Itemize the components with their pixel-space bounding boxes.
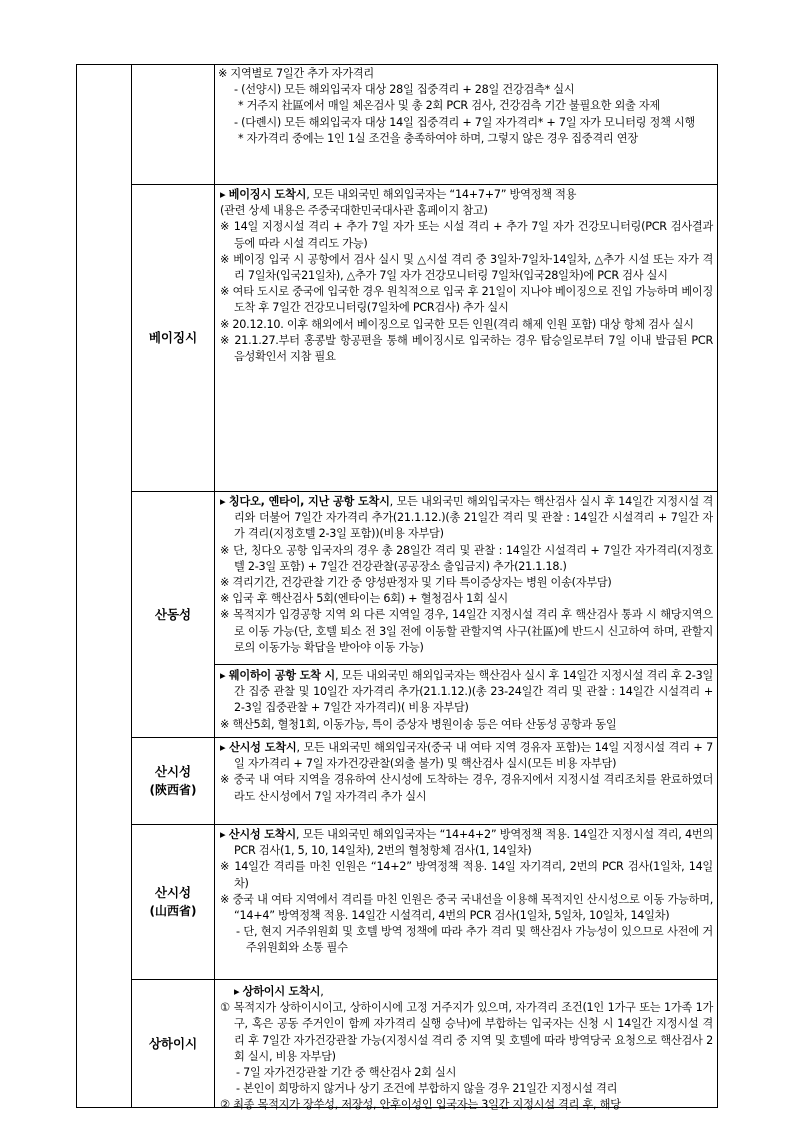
table-row xyxy=(132,738,718,825)
policy-cell xyxy=(218,66,713,147)
policy-line: ② 최종 목적지가 장쑤성, 저장성, 안후이성인 입국자는 3일간 지정시설 격리 후, 해당 xyxy=(220,1098,621,1112)
policy-heading: 칭다오, 옌타이, 지난 공항 도착시 xyxy=(228,495,390,508)
policy-line: - (선양시) 모든 해외입국자 대상 28일 집중격리 + 28일 건강검측* 실시 xyxy=(234,83,575,97)
region-name: 산시성 xyxy=(154,764,192,779)
policy-heading-rest: , 모든 내외국민 해외입국자는 “14+7+7” 방역정책 적용 xyxy=(306,188,577,201)
policy-heading-rest: , 모든 내외국민 해외입국자는 핵산검사 실시 후 14일간 지정시설 격리와 더불어 7일간 자가격리 추가(21.1.12.)(총 21일간 격리 및 관찰 : 14일간 시설격리 + 7일간 자가 격리(지정호텔 2-3일 포함))(비용 자부담) xyxy=(234,495,713,541)
table-row xyxy=(132,64,718,185)
region-name: 산동성 xyxy=(154,606,192,622)
policy-cell xyxy=(220,984,713,1114)
policy-line: ※ 중국 내 여타 지역을 경유하여 산시성에 도착하는 경우, 경유지에서 지정시설 격리조치를 완료하였더라도 산시성에서 7일 자가격리 추가 실시 xyxy=(220,773,713,803)
table-row xyxy=(132,980,718,1112)
region-subname: (陝西省) xyxy=(149,783,197,797)
policy-cell xyxy=(220,668,713,733)
table-row xyxy=(132,185,718,492)
policy-line: - 단, 현지 거주위원회 및 호텔 방역 정책에 따라 추가 격리 및 핵산검사 가능성이 있으므로 사전에 거주위원회와 소통 필수 xyxy=(236,925,713,955)
policy-line: ※ 지역별로 7일간 추가 자가격리 xyxy=(218,67,374,80)
region-cell xyxy=(132,738,215,824)
region-cell xyxy=(132,65,215,184)
policy-line: ※ 목적지가 입경공항 지역 외 다른 지역일 경우, 14일간 지정시설 격리 후 핵산검사 통과 시 해당지역으로 이동 가능(단, 호텔 퇴소 전 3일 전에 이동할 관할지역 사구(社區)에 반드시 신고하여 하며, 관할지로의 이동가능 확답을 받아야 이동 가능) xyxy=(220,608,713,654)
policy-line: ① 목적지가 상하이시이고, 상하이시에 고정 거주지가 있으며, 자가격리 조건(1인 1가구 또는 1가족 1가구, 혹은 공동 주거인이 함께 자가격리 실행 승낙)에 부합하는 입국자는 신청 시 14일간 지정시설 격리 후 7일간 자가건강관찰 가능(지정시설 격리 중 지역 및 호텔에 따라 방역당국 요청으로 핵산검사 2회 실시, 비용 자부담) xyxy=(220,1001,713,1063)
policy-heading: 상하이시 도착시 xyxy=(242,985,321,998)
policy-line: ※ 14일간 격리를 마친 인원은 “14+2” 방역정책 적용. 14일 자기격리, 2번의 PCR 검사(1일차, 14일차) xyxy=(220,860,713,890)
region-cell xyxy=(132,185,215,491)
region-cell xyxy=(132,980,215,1107)
policy-heading: 웨이하이 공항 도착 시 xyxy=(228,669,335,682)
policy-cell xyxy=(220,494,713,656)
policy-table xyxy=(76,64,718,1112)
policy-line: ※ 20.12.10. 이후 해외에서 베이징으로 입국한 모든 인원(격리 해제 인원 포함) 대상 항체 검사 실시 xyxy=(220,317,694,331)
arrow-icon: ▸ xyxy=(220,188,229,201)
policy-line: ※ 베이징 입국 시 공항에서 검사 실시 및 △시설 격리 중 3일차·7일차·14일차, △추가 시설 또는 자가 격리 7일차(입국21일차), △추가 7일 자가 건강모니터링 7일차(입국28일차)에 PCR 검사 실시 xyxy=(220,252,713,283)
policy-heading-rest: , xyxy=(320,985,324,998)
category-column xyxy=(76,64,132,1108)
policy-heading: 산시성 도착시 xyxy=(228,828,296,841)
policy-line: * 자가격리 중에는 1인 1실 조건을 충족하여야 하며, 그렇지 않은 경우 집중격리 연장 xyxy=(238,131,638,145)
arrow-icon: ▸ xyxy=(220,741,230,754)
policy-line: (관련 상세 내용은 주중국대한민국대사관 홈페이지 참고) xyxy=(220,204,488,218)
policy-line: ※ 입국 후 핵산검사 5회(엔타이는 6회) + 혈청검사 1회 실시 xyxy=(220,592,508,606)
policy-heading: 산시성 도착시 xyxy=(229,741,297,754)
region-name: 상하이시 xyxy=(148,1035,198,1051)
policy-line: - 7일 자가건강관찰 기간 중 핵산검사 2회 실시 xyxy=(236,1066,457,1080)
policy-line: ※ 중국 내 여타 지역에서 격리를 마친 인원은 중국 국내선을 이용해 목적지인 산시성으로 이동 가능하며, “14+4” 방역정책 적용. 14일간 시설격리, 4번의 PCR 검사(1일차, 5일차, 10일차, 14일차) xyxy=(220,892,713,923)
policy-line: - 본인이 희망하지 않거나 상기 조건에 부합하지 않을 경우 21일간 지정시설 격리 xyxy=(236,1082,618,1096)
policy-line: ※ 단, 칭다오 공항 입국자의 경우 총 28일간 격리 및 관찰 : 14일간 시설격리 + 7일간 자가격리(지정호텔 2-3일 포함) + 7일간 건강관찰(공공장소 출입금지) 추가(21.1.18.) xyxy=(220,543,713,573)
arrow-icon: ▸ xyxy=(220,828,229,841)
region-subname: (山西省) xyxy=(149,904,197,918)
policy-line: ※ 여타 도시로 중국에 입국한 경우 원칙적으로 입국 후 21일이 지나야 베이징으로 진입 가능하며 베이징 도착 후 7일간 건강모니터링(7일차에 PCR검사) 추가 실시 xyxy=(220,285,713,315)
region-name: 베이징시 xyxy=(148,330,198,345)
region-cell xyxy=(132,825,215,979)
policy-line: ※ 21.1.27.부터 홍콩발 항공편을 통해 베이징시로 입국하는 경우 탑승일로부터 7일 이내 발급된 PCR 음성확인서 지참 필요 xyxy=(220,333,713,364)
policy-line: ※ 격리기간, 건강관찰 기간 중 양성판정자 및 기타 특이증상자는 병원 이송(자부담) xyxy=(220,576,612,590)
policy-cell xyxy=(220,827,713,957)
policy-line: ※ 14일 지정시설 격리 + 추가 7일 자가 또는 시설 격리 + 추가 7일 자가 건강모니터링(PCR 검사결과 등에 따라 시설 격리도 가능) xyxy=(220,220,713,250)
arrow-icon: ▸ xyxy=(220,669,229,682)
policy-cell xyxy=(220,740,713,805)
policy-heading: 베이징시 도착시 xyxy=(228,188,307,201)
policy-heading-rest: , 모든 내외국민 해외입국자는 “14+4+2” 방역정책 적용. 14일간 지정시설 격리, 4번의 PCR 검사(1, 5, 10, 14일차), 2번의 혈청항체 검사(1, 14일차) xyxy=(234,828,714,858)
arrow-icon: ▸ xyxy=(220,495,229,508)
region-name: 산시성 xyxy=(154,885,192,900)
row-divider xyxy=(214,664,717,665)
table-row xyxy=(132,825,718,980)
policy-heading-rest: , 모든 내외국민 해외입국자는 핵산검사 실시 후 14일간 지정시설 격리 후 2-3일간 집중 관찰 및 10일간 자가격리 추가(21.1.12.)(총 23-24일간 격리 및 관찰 : 14일간 시설격리 + 2-3일 집중관찰 + 7일간 자가격리)( 비용 자부담) xyxy=(234,669,714,715)
policy-line: - (다롄시) 모든 해외입국자 대상 14일 집중격리 + 7일 자가격리* + 7일 자가 모니터링 정책 시행 xyxy=(234,115,696,129)
policy-line: * 거주지 社區에서 매일 체온검사 및 총 2회 PCR 검사, 건강검측 기간 불필요한 외출 자제 xyxy=(238,99,660,113)
arrow-icon: ▸ xyxy=(234,985,243,998)
region-cell xyxy=(132,492,215,737)
table-row xyxy=(132,492,718,738)
policy-heading-rest: , 모든 내외국민 해외입국자(중국 내 여타 지역 경유자 포함)는 14일 지정시설 격리 + 7일 자가격리 + 7일 자가건강관찰(외출 불가) 및 핵산검사 실시(모든 비용 자부담) xyxy=(234,741,714,771)
policy-line: ※ 핵산5회, 혈청1회, 이동가능, 특이 증상자 병원이송 등은 여타 산동성 공항과 동일 xyxy=(220,717,617,731)
policy-cell xyxy=(220,187,713,365)
